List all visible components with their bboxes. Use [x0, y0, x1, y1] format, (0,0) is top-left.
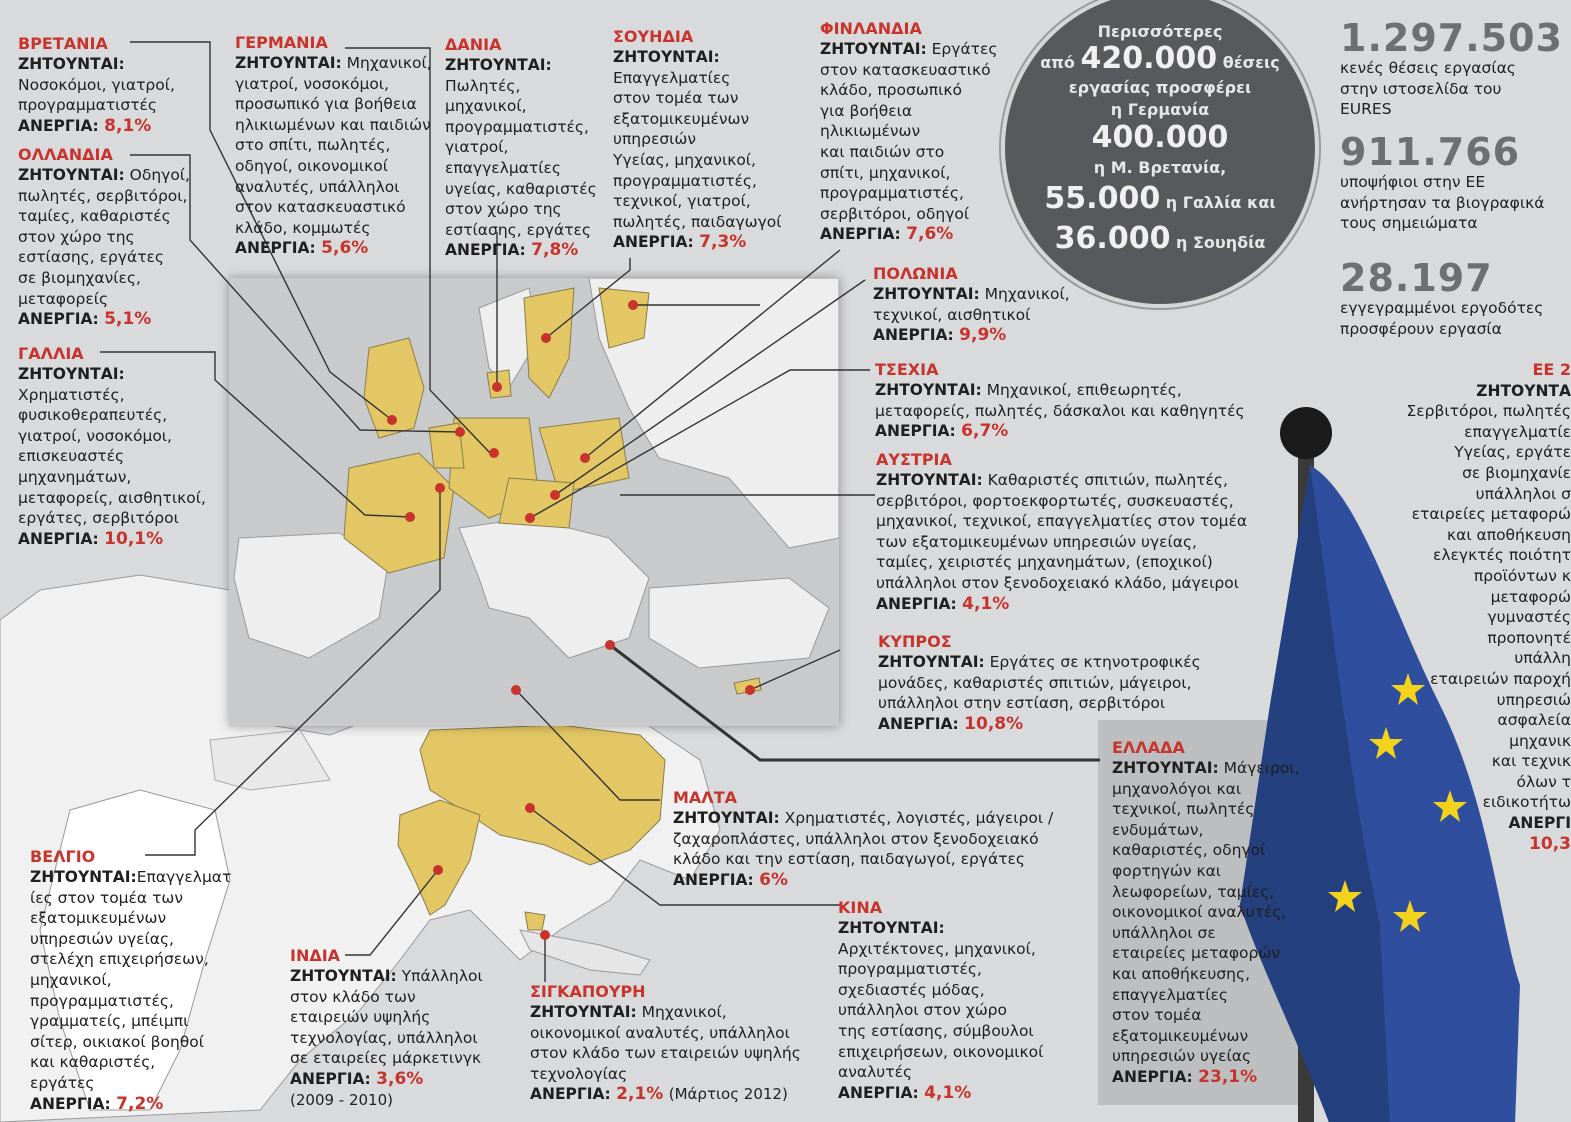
be-unemp-label: ΑΝΕΡΓΙΑ:: [30, 1094, 111, 1113]
uk-unemp-label: ΑΝΕΡΓΙΑ:: [18, 116, 99, 135]
lines-10: γυμναστές: [1487, 608, 1571, 627]
lines-16: μηχανικ: [1509, 731, 1571, 750]
singapore-shape: [525, 912, 545, 930]
lines-8: προϊόντων κ: [1473, 566, 1571, 585]
lines-5: λεωφορείων, ταμίες,: [1112, 882, 1275, 901]
lines-2: ηλικιωμένων και παιδιών: [235, 115, 431, 134]
lines-1: εταιρειών υψηλής: [290, 1008, 431, 1027]
mt-unemp: 6%: [759, 869, 789, 890]
mt-unemp-label: ΑΝΕΡΓΙΑ:: [673, 870, 754, 889]
circle-line7-post: η Γαλλία και: [1165, 193, 1276, 212]
lines-6: και αποθήκευση: [1447, 525, 1571, 544]
lines-13: εταιρειών παροχή: [1430, 669, 1571, 688]
eu-lines: [1340, 401, 1571, 813]
sg-label: ΖΗΤΟΥΝΤΑΙ:: [530, 1003, 637, 1021]
mt-name: ΜΑΛΤΑ: [673, 788, 737, 807]
country-fr: [18, 344, 206, 549]
lines-4: υπάλληλοι σ: [1475, 484, 1571, 503]
europe-inset-map: [229, 278, 839, 726]
lines-0: γιατροί, νοσοκόμοι,: [235, 74, 389, 93]
gr-first: Μάγειροι,: [1223, 759, 1300, 777]
lines-0: μηχανολόγοι και: [1112, 779, 1242, 798]
circle-line8-big: 36.000: [1054, 221, 1171, 256]
gr-unemp-label: ΑΝΕΡΓΙΑ:: [1112, 1067, 1193, 1086]
lines-1: κλάδο και την εστίαση, παιδαγωγοί, εργάτες: [673, 850, 1025, 869]
lines-2: ενδυμάτων,: [1112, 820, 1204, 839]
cz-name: ΤΣΕΧΙΑ: [875, 360, 939, 379]
circle-line2-post: θέσεις: [1222, 53, 1280, 72]
lines-18: όλων τ: [1516, 772, 1571, 791]
eu-unemp: 10,3: [1529, 833, 1571, 854]
lines-1: επαγγελματίε: [1464, 422, 1571, 441]
indonesia-shape: [520, 930, 650, 975]
nl-unemp-label: ΑΝΕΡΓΙΑ:: [18, 310, 99, 329]
uk-unemp: 8,1%: [104, 115, 152, 136]
lines-2: τεχνολογίας: [530, 1064, 628, 1083]
lines-4: μηχανημάτων,: [18, 467, 132, 486]
caption-0: υποψήφιοι στην ΕΕ: [1340, 173, 1486, 191]
pl-unemp: 9,9%: [959, 325, 1007, 346]
circle-line: [1005, 42, 1315, 80]
lines-2: γιατροί, νοσοκόμοι,: [18, 426, 172, 445]
at-label: ΖΗΤΟΥΝΤΑΙ:: [876, 471, 983, 489]
benelux-shape: [429, 423, 464, 468]
dk-name: ΔΑΝΙΑ: [445, 35, 502, 54]
lines-0: οικονομικοί αναλυτές, υπάλληλοι: [530, 1023, 790, 1042]
caption-1: ανήρτησαν τα βιογραφικά: [1340, 193, 1545, 212]
cn-name: ΚΙΝΑ: [838, 898, 883, 917]
lines-4: υπάλληλοι στον ξενοδοχειακό κλάδο, μάγειροι: [876, 573, 1239, 592]
lines-3: στο σπίτι, πωλητές,: [235, 136, 391, 155]
lines-4: σε βιομηχανίες,: [18, 268, 141, 287]
sg-name: ΣΙΓΚΑΠΟΥΡΗ: [530, 982, 646, 1001]
lines-0: Χρηματιστές,: [18, 385, 125, 404]
lines-0: πωλητές, σερβιτόροι,: [18, 186, 188, 205]
pole-finial: [1280, 407, 1332, 459]
lines-5: μεταφορείς: [18, 289, 109, 308]
sg-unemp-label: ΑΝΕΡΓΙΑ:: [530, 1085, 611, 1104]
lines-0: τεχνικοί, αισθητικοί: [873, 305, 1031, 324]
fr-unemp-label: ΑΝΕΡΓΙΑ:: [18, 529, 99, 548]
be-first: Επαγγελματ: [136, 868, 232, 886]
cn-unemp-label: ΑΝΕΡΓΙΑ:: [838, 1083, 919, 1102]
lines-4: μηχανικοί,: [30, 970, 112, 989]
lines-4: Υγείας, μηχανικοί,: [613, 150, 756, 169]
eu-label: ΖΗΤΟΥΝΤΑ: [1476, 381, 1571, 400]
denmark-shape: [487, 370, 511, 398]
lines-0: Νοσοκόμοι, γιατροί,: [18, 75, 175, 94]
gr-name: ΕΛΛΑΔΑ: [1112, 738, 1185, 757]
at-first: Καθαριστές σπιτιών, πωλητές,: [987, 471, 1228, 489]
lines-0: Επαγγελματίες: [613, 68, 731, 87]
circle-line2-pre: από: [1040, 53, 1075, 72]
lines-5: προγραμματιστές,: [613, 171, 757, 190]
lines-7: υπάλληλοι σε: [1112, 923, 1216, 942]
pl-unemp-label: ΑΝΕΡΓΙΑ:: [873, 326, 954, 345]
caption-2: EURES: [1340, 100, 1392, 119]
2-number: 28.197: [1340, 256, 1493, 300]
cn-label: ΖΗΤΟΥΝΤΑΙ:: [838, 919, 945, 937]
circle-line8-post: η Σουηδία: [1176, 233, 1266, 252]
fi-label: ΖΗΤΟΥΝΤΑΙ:: [820, 40, 927, 58]
in-unemp-label: ΑΝΕΡΓΙΑ:: [290, 1069, 371, 1088]
in-unemp: 3,6%: [376, 1068, 424, 1089]
circle-line: η Μ. Βρετανία,: [1093, 158, 1227, 177]
lines-3: ηλικιωμένων: [820, 122, 921, 141]
country-be: [30, 847, 231, 1114]
lines-1: υπάλληλοι στην εστίαση, σερβιτόροι: [878, 694, 1166, 713]
lines-0: Πωλητές,: [445, 76, 521, 95]
job-offers-circle: [1001, 0, 1319, 308]
country-uk: [18, 34, 175, 136]
lines-6: οικονομικοί αναλυτές,: [1112, 903, 1287, 922]
0-number: 1.297.503: [1340, 16, 1563, 60]
se-label: ΖΗΤΟΥΝΤΑΙ:: [613, 48, 720, 66]
cz-unemp-label: ΑΝΕΡΓΙΑ:: [875, 422, 956, 441]
circle-number: 400.000: [1091, 120, 1229, 155]
lines-4: επαγγελματίες: [445, 158, 561, 177]
czech-austria-shape: [499, 478, 574, 528]
lines-3: ταμίες, χειριστές μηχανημάτων, (εποχικοί): [876, 553, 1213, 572]
lines-1: ταμίες, καθαριστές: [18, 207, 171, 226]
cn-unemp: 4,1%: [924, 1082, 972, 1103]
cy-unemp: 10,8%: [964, 713, 1024, 734]
cz-first: Μηχανικοί, επιθεωρητές,: [986, 381, 1182, 399]
gr-unemp: 23,1%: [1198, 1066, 1258, 1087]
de-unemp-label: ΑΝΕΡΓΙΑ:: [235, 239, 316, 258]
fi-name: ΦΙΝΛΑΝΔΙΑ: [820, 19, 922, 38]
de-first: Μηχανικοί,: [346, 54, 432, 72]
lines-8: και καθαριστές,: [30, 1053, 156, 1072]
at-unemp: 4,1%: [962, 593, 1010, 614]
lines-7: κλάδο, κομμωτές: [235, 218, 371, 237]
uk-label: ΖΗΤΟΥΝΤΑΙ:: [18, 55, 125, 73]
lines-1: μηχανικοί, τεχνικοί, επαγγελματίες στον τομέα: [876, 512, 1248, 531]
lines-7: εστίασης, εργάτες: [445, 220, 592, 239]
lines-15: ασφαλεία: [1497, 711, 1571, 730]
caption-2: τους σημειώματα: [1340, 214, 1478, 233]
nl-first: Οδηγοί,: [129, 166, 190, 184]
circle-line2-big: 420.000: [1080, 41, 1218, 76]
country-gr: [1112, 738, 1300, 1088]
in-first: Υπάλληλοι: [401, 967, 483, 985]
lines-3: υπηρεσιών: [613, 130, 697, 149]
lines-2: των εξατομικευμένων υπηρεσιών υγείας,: [876, 532, 1197, 551]
country-cn: [838, 898, 1043, 1103]
be-label: ΖΗΤΟΥΝΤΑΙ:: [30, 868, 137, 886]
de-unemp: 5,6%: [321, 238, 369, 259]
europe-map: [229, 278, 839, 726]
lines-5: σπίτι, μηχανικοί,: [820, 163, 951, 182]
country-pl: [873, 264, 1070, 346]
stat-vacancies: [1340, 18, 1563, 120]
lines-0: Σερβιτόροι, πωλητές: [1406, 402, 1571, 421]
circle-line: [1005, 182, 1315, 220]
sg-first: Μηχανικοί,: [641, 1003, 727, 1021]
lines-1: μηχανικοί,: [445, 97, 527, 116]
lines-0: μεταφορείς, πωλητές, δάσκαλοι και καθηγητές: [875, 401, 1245, 420]
pl-name: ΠΟΛΩΝΙΑ: [873, 264, 958, 283]
cy-label: ΖΗΤΟΥΝΤΑΙ:: [878, 653, 985, 671]
lines-0: μονάδες, καθαριστές σπιτιών, μάγειροι,: [878, 673, 1192, 692]
country-cy: [878, 632, 1201, 734]
lines-0: σερβιτόροι, φορτοεκφορτωτές, συσκευαστές,: [876, 491, 1234, 510]
nl-unemp: 5,1%: [104, 309, 152, 330]
de-name: ΓΕΡΜΑΝΙΑ: [235, 33, 328, 52]
fi-first: Εργάτες: [931, 40, 998, 58]
lines-6: προγραμματιστές,: [820, 184, 964, 203]
lines-11: προπονητέ: [1487, 628, 1571, 647]
sg-unemp: 2,1%: [616, 1084, 664, 1105]
lines-1: κλάδο, προσωπικό: [820, 81, 962, 100]
fr-name: ΓΑΛΛΙΑ: [18, 344, 84, 363]
circle-line: Περισσότερες: [1097, 22, 1223, 41]
lines-9: και αποθήκευσης,: [1112, 964, 1251, 983]
lines-5: υγείας, καθαριστές: [445, 179, 597, 198]
lines-1: φυσικοθεραπευτές,: [18, 406, 168, 425]
country-fi: [820, 19, 997, 245]
caption-0: εγγεγραμμένοι εργοδότες: [1340, 299, 1544, 317]
in-name: ΙΝΔΙΑ: [290, 946, 341, 965]
lines-9: εργάτες: [30, 1073, 95, 1092]
cz-unemp: 6,7%: [961, 421, 1009, 442]
fr-unemp: 10,1%: [104, 528, 164, 549]
country-se: [613, 27, 782, 253]
se-unemp-label: ΑΝΕΡΓΙΑ:: [613, 233, 694, 252]
lines-5: επιχειρήσεων, οικονομικοί: [838, 1042, 1044, 1061]
country-at: [876, 450, 1247, 614]
lines-8: εταιρείες μεταφορών: [1112, 944, 1281, 963]
caption-1: στην ιστοσελίδα του: [1340, 79, 1502, 98]
lines-3: εστίασης, εργάτες: [18, 248, 165, 267]
in-label: ΖΗΤΟΥΝΤΑΙ:: [290, 967, 397, 985]
dk-unemp-label: ΑΝΕΡΓΙΑ:: [445, 241, 526, 260]
lines-11: στον τομέα: [1112, 1006, 1202, 1025]
lines-2: τεχνολογίας, υπάλληλοι: [290, 1028, 478, 1047]
lines-0: Αρχιτέκτονες, μηχανικοί,: [838, 939, 1036, 958]
country-dk: [445, 35, 597, 261]
lines-10: επαγγελματίες: [1112, 985, 1228, 1004]
lines-3: υπάλληλοι στον χώρο: [838, 1001, 1007, 1020]
se-name: ΣΟΥΗΔΙΑ: [613, 27, 694, 46]
lines-7: ελεγκτές ποιότητ: [1432, 546, 1571, 565]
lines-17: και τεχνικ: [1491, 752, 1571, 771]
lines-14: υπηρεσιώ: [1496, 690, 1571, 709]
uk-name: ΒΡΕΤΑΝΙΑ: [18, 34, 108, 53]
lines-4: οδηγοί, οικονομικοί: [235, 156, 389, 175]
lines-4: και παιδιών στο: [820, 142, 945, 161]
mt-first: Χρηματιστές, λογιστές, μάγειροι /: [784, 809, 1054, 827]
cz-label: ΖΗΤΟΥΝΤΑΙ:: [875, 381, 982, 399]
dk-label: ΖΗΤΟΥΝΤΑΙ:: [445, 56, 552, 74]
lines-0: ίες στον τομέα των: [30, 888, 184, 907]
lines-7: πωλητές, παιδαγωγοί: [613, 212, 782, 231]
lines-2: υπηρεσιών υγείας,: [30, 929, 174, 948]
at-name: ΑΥΣΤΡΙΑ: [876, 450, 952, 469]
pl-first: Μηχανικοί,: [984, 285, 1070, 303]
dk-unemp: 7,8%: [531, 240, 579, 261]
country-sg: [530, 982, 801, 1105]
lines-7: σίτερ, οικιακοί βοηθοί: [30, 1032, 204, 1051]
de-label: ΖΗΤΟΥΝΤΑΙ:: [235, 54, 342, 72]
lines-4: φορτηγών και: [1112, 861, 1222, 880]
pl-label: ΖΗΤΟΥΝΤΑΙ:: [873, 285, 980, 303]
stat-candidates: [1340, 132, 1544, 234]
circle-line: η Γερμανία: [1110, 100, 1210, 119]
nl-label: ΖΗΤΟΥΝΤΑΙ:: [18, 166, 125, 184]
fi-unemp-label: ΑΝΕΡΓΙΑ:: [820, 225, 901, 244]
in-sub: (2009 - 2010): [290, 1090, 394, 1109]
lines-9: μεταφορώ: [1490, 587, 1571, 606]
country-de: [235, 33, 432, 259]
mt-label: ΖΗΤΟΥΝΤΑΙ:: [673, 809, 780, 827]
1-number: 911.766: [1340, 130, 1521, 174]
gr-label: ΖΗΤΟΥΝΤΑΙ:: [1112, 759, 1219, 777]
eu-block: [1340, 360, 1571, 854]
lines-2: στον χώρο της: [18, 227, 135, 246]
caption-0: κενές θέσεις εργασίας: [1340, 59, 1516, 77]
eu-unemp-label: ΑΝΕΡΓΙ: [1508, 814, 1571, 833]
lines-1: τεχνικοί, πωλητές: [1112, 800, 1255, 819]
lines-6: στον κατασκευαστικό: [235, 198, 406, 217]
lines-1: εξατομικευμένων: [30, 909, 167, 928]
circle-line: [1005, 222, 1315, 260]
lines-13: υπηρεσιών υγείας: [1112, 1047, 1252, 1066]
lines-2: σχεδιαστές μόδας,: [838, 980, 985, 999]
be-unemp: 7,2%: [116, 1093, 164, 1114]
turkey-shape: [649, 578, 829, 668]
cy-name: ΚΥΠΡΟΣ: [878, 632, 952, 651]
sg-note: (Μάρτιος 2012): [668, 1085, 788, 1104]
lines-6: αναλυτές: [838, 1063, 913, 1082]
lines-0: στον κλάδο των: [290, 987, 416, 1006]
lines-1: προγραμματιστές: [18, 96, 158, 115]
lines-5: προγραμματιστές,: [30, 991, 174, 1010]
lines-3: γιατροί,: [445, 138, 509, 157]
circle-line: εργασίας προσφέρει: [1068, 78, 1252, 97]
eu-name: ΕΕ 2: [1532, 360, 1571, 379]
country-mt: [673, 788, 1053, 890]
lines-3: σε εταιρείες μάρκετινγκ: [290, 1049, 482, 1068]
lines-5: αναλυτές, υπάλληλοι: [235, 177, 400, 196]
stat-employers: [1340, 258, 1543, 339]
lines-4: της εστίασης, σύμβουλοι: [838, 1021, 1034, 1040]
caption-1: προσφέρουν εργασία: [1340, 319, 1502, 338]
lines-6: εργάτες, σερβιτόροι: [18, 509, 179, 528]
lines-0: στον κατασκευαστικό: [820, 60, 991, 79]
at-unemp-label: ΑΝΕΡΓΙΑ:: [876, 594, 957, 613]
lines-3: επισκευαστές: [18, 447, 125, 466]
se-unemp: 7,3%: [699, 232, 747, 253]
lines-6: τεχνικοί, γιατροί,: [613, 192, 751, 211]
be-name: ΒΕΛΓΙΟ: [30, 847, 96, 866]
lines-1: προγραμματιστές,: [838, 960, 982, 979]
lines-2: Υγείας, εργάτε: [1454, 443, 1571, 462]
lines-1: στον κλάδο των εταιρειών υψηλής: [530, 1044, 801, 1063]
lines-1: στον τομέα των: [613, 89, 739, 108]
lines-12: υπάλλη: [1514, 649, 1571, 668]
nl-name: ΟΛΛΑΝΔΙΑ: [18, 145, 113, 164]
lines-3: καθαριστές, οδηγοί: [1112, 841, 1266, 860]
lines-0: ζαχαροπλάστες, υπάλληλοι στον ξενοδοχειακό: [673, 829, 1039, 848]
lines-3: στελέχη επιχειρήσεων,: [30, 950, 209, 969]
country-in: [290, 946, 483, 1110]
cy-first: Εργάτες σε κτηνοτροφικές: [989, 653, 1201, 671]
lines-6: στον χώρο της: [445, 200, 562, 219]
circle-line7-big: 55.000: [1044, 181, 1161, 216]
lines-6: γραμματείς, μπέιμπι: [30, 1012, 189, 1031]
lines-2: εξατομικευμένων: [613, 109, 750, 128]
lines-3: σε βιομηχανίε: [1462, 463, 1571, 482]
lines-7: σερβιτόροι, οδηγοί: [820, 204, 970, 223]
lines-19: ειδικοτήτω: [1482, 793, 1571, 812]
fr-label: ΖΗΤΟΥΝΤΑΙ:: [18, 365, 125, 383]
lines-2: προγραμματιστές,: [445, 117, 589, 136]
lines-1: προσωπικό για βοήθεια: [235, 95, 417, 114]
country-nl: [18, 145, 190, 330]
lines-5: μεταφορείς, αισθητικοί,: [18, 488, 206, 507]
lines-5: εταιρείες μεταφορώ: [1411, 505, 1571, 524]
country-cz: [875, 360, 1245, 442]
lines-12: εξατομικευμένων: [1112, 1026, 1249, 1045]
cy-unemp-label: ΑΝΕΡΓΙΑ:: [878, 714, 959, 733]
lines-2: για βοήθεια: [820, 101, 913, 120]
fi-unemp: 7,6%: [906, 224, 954, 245]
